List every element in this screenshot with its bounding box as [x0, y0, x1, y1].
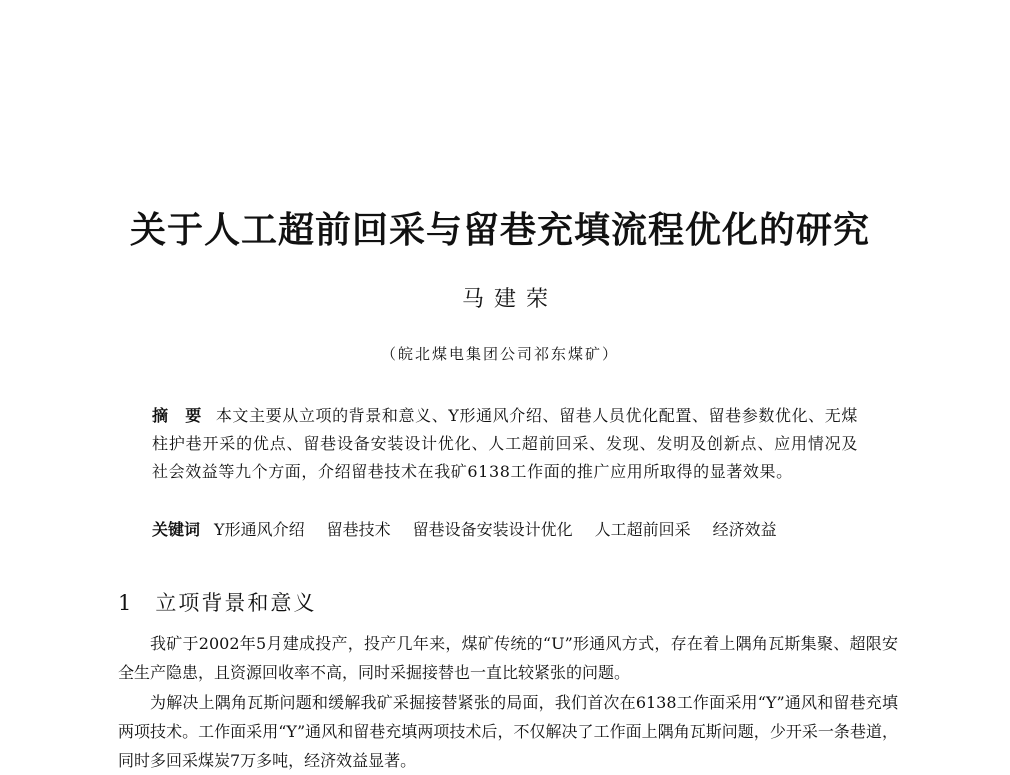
section-heading — [118, 588, 316, 618]
keyword: 人工超前回采 — [594, 520, 691, 539]
section-title: 立项背景和意义 — [155, 591, 317, 615]
body-paragraph: 为解决上隅角瓦斯问题和缓解我矿采掘接替紧张的局面，我们首次在6138工作面采用“Y”通风和留巷充填两项技术。工作面采用“Y”通风和留巷充填两项技术后，不仅解决了工作面上隅角瓦斯问题，少开采一条巷道，同时多回采煤炭7万多吨，经济效益显著。 — [118, 693, 898, 770]
paper-title: 关于人工超前回采与留巷充填流程优化的研究 — [129, 209, 870, 251]
abstract-text: 本文主要从立项的背景和意义、Y形通风介绍、留巷人员优化配置、留巷参数优化、无煤柱护巷开采的优点、留巷设备安装设计优化、人工超前回采、发现、发明及创新点、应用情况及社会效益等九个方面，介绍留巷技术在我矿6138工作面的推广应用所取得的显著效果。 — [152, 406, 858, 481]
abstract-label: 摘 要 — [152, 406, 202, 425]
keyword: 留巷技术 — [326, 520, 391, 539]
abstract — [152, 402, 858, 486]
keyword: 留巷设备安装设计优化 — [412, 520, 573, 539]
keywords — [152, 516, 858, 544]
keyword: 经济效益 — [712, 520, 777, 539]
keyword: Y形通风介绍 — [214, 520, 305, 539]
keywords-label: 关键词 — [152, 520, 201, 539]
section-number: 1 — [118, 591, 134, 615]
author-affiliation: （皖北煤电集团公司祁东煤矿） — [380, 345, 619, 363]
body-paragraph: 我矿于2002年5月建成投产，投产几年来，煤矿传统的“U”形通风方式，存在着上隅角瓦斯集聚、超限安全生产隐患，且资源回收率不高，同时采掘接替也一直比较紧张的问题。 — [118, 634, 898, 682]
author-name: 马建荣 — [461, 287, 558, 312]
